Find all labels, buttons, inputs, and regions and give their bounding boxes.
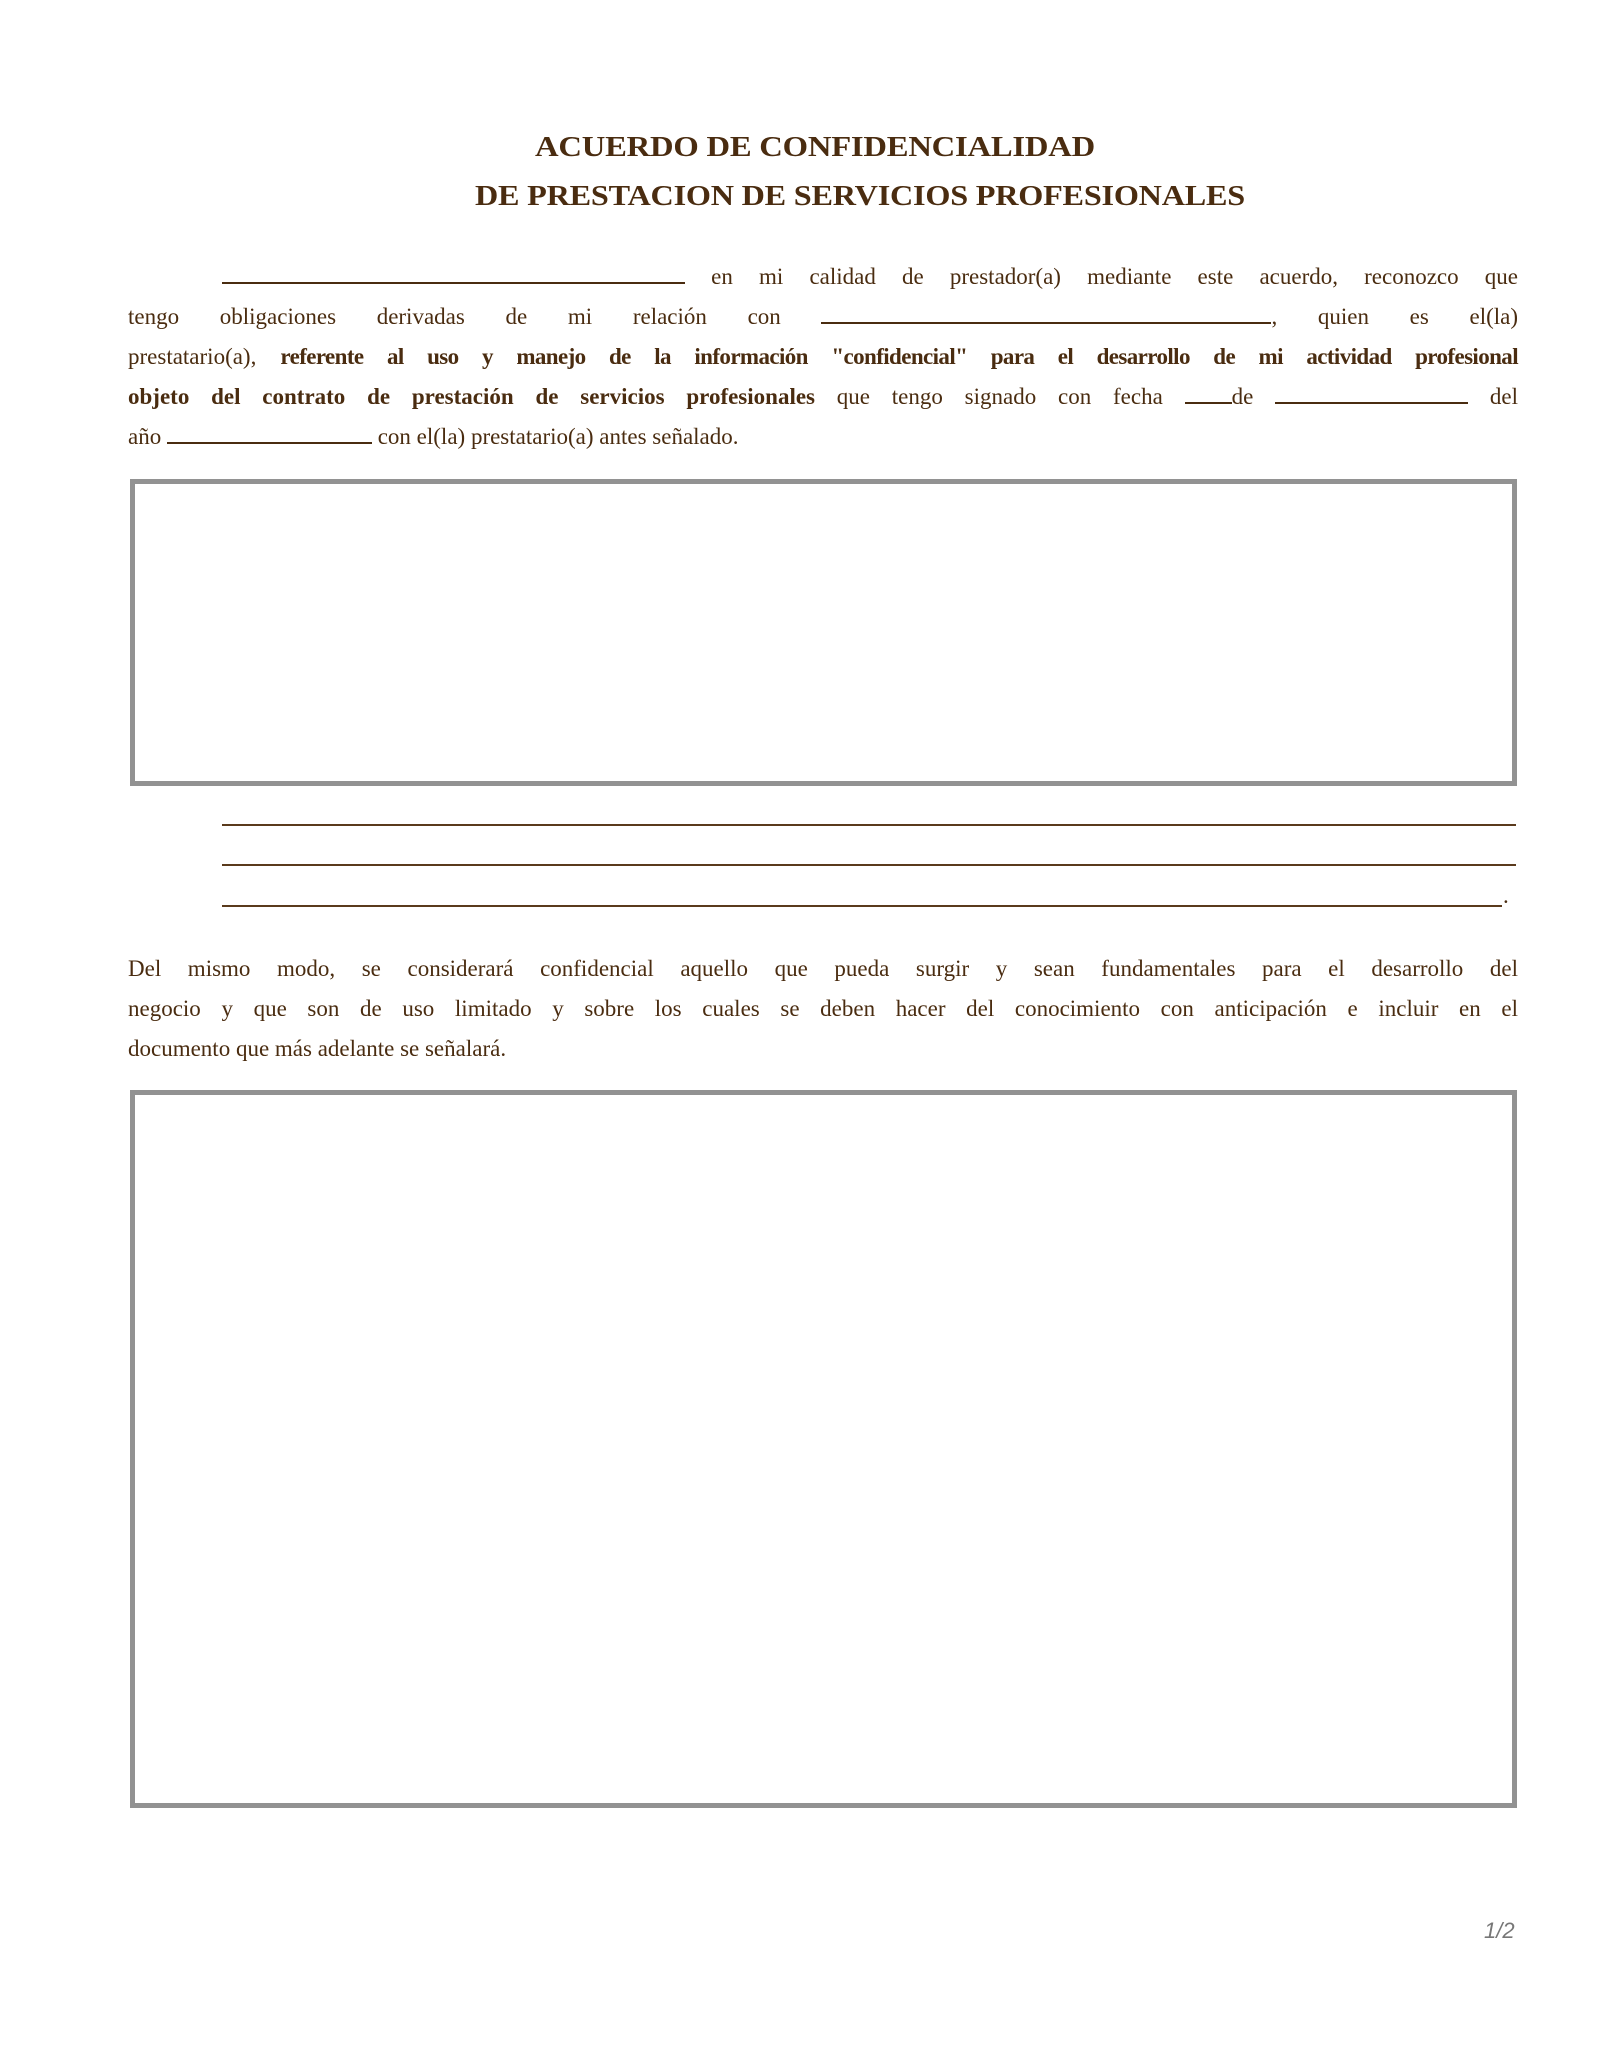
- paragraph-2-line-3: documento que más adelante se señalará.: [128, 1036, 507, 1061]
- paragraph-1-bold-text: referente al uso y manejo de la información "confidencial" para el desarrollo de mi actividad profesional: [280, 344, 1518, 369]
- paragraph-1-text: de: [1231, 384, 1254, 409]
- day-blank[interactable]: [1185, 382, 1232, 404]
- paragraph-1-line-2: [128, 302, 1518, 332]
- paragraph-1-text: prestatario(a),: [128, 344, 257, 369]
- paragraph-1-line-1: [222, 262, 1518, 292]
- redaction-box: [130, 1090, 1517, 1808]
- fill-in-period: .: [1503, 883, 1509, 908]
- client-name-blank[interactable]: [821, 302, 1271, 324]
- paragraph-1-text: año: [128, 424, 162, 449]
- paragraph-1-text: en mi calidad de prestador(a) mediante este acuerdo, reconozco que: [711, 264, 1519, 289]
- paragraph-1-text: tengo obligaciones derivadas de mi relación con: [128, 304, 781, 329]
- paragraph-1-bold-text: objeto del contrato de prestación de servicios profesionales: [128, 384, 815, 409]
- paragraph-2-line-2: negocio y que son de uso limitado y sobre los cuales se deben hacer del conocimiento con anticipación e incluir en el: [128, 996, 1518, 1021]
- paragraph-1-line-3: [128, 342, 1518, 372]
- fill-in-line[interactable]: [222, 905, 1502, 907]
- year-blank[interactable]: [167, 422, 372, 444]
- fill-in-line[interactable]: [222, 864, 1516, 866]
- document-title-line-2: DE PRESTACION DE SERVICIOS PROFESIONALES: [475, 180, 1245, 212]
- paragraph-1-text: , quien es el(la): [1271, 304, 1519, 329]
- month-blank[interactable]: [1275, 382, 1468, 404]
- page-number: 1/2: [1484, 1918, 1515, 1943]
- paragraph-1-line-4: [128, 382, 1518, 412]
- redaction-box: [130, 479, 1517, 786]
- paragraph-1-text: del: [1489, 384, 1519, 409]
- provider-name-blank[interactable]: [222, 262, 685, 284]
- paragraph-1-line-5: [128, 422, 1518, 452]
- paragraph-2-line-1: Del mismo modo, se considerará confidencial aquello que pueda surgir y sean fundamentales para el desarrollo del: [128, 956, 1518, 981]
- fill-in-line[interactable]: [222, 824, 1516, 826]
- paragraph-1-text: que tengo signado con fecha: [836, 384, 1163, 409]
- document-title-line-1: ACUERDO DE CONFIDENCIALIDAD: [535, 131, 1095, 163]
- paragraph-1-text: con el(la) prestatario(a) antes señalado.: [377, 424, 739, 449]
